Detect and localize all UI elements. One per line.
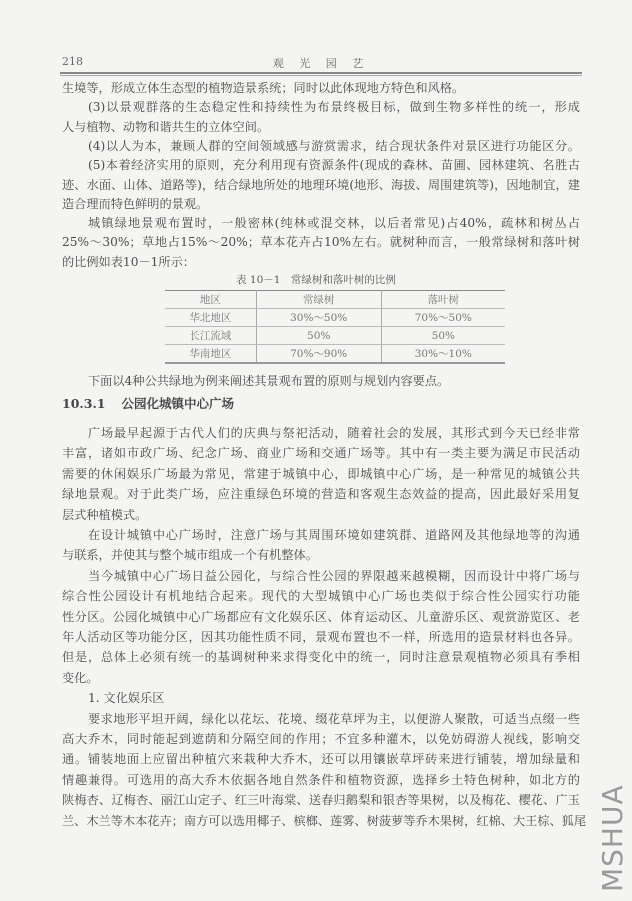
section-heading (62, 396, 250, 412)
column-header: 地区 (165, 291, 256, 309)
text-line: 广场最早起源于古代人们的庆典与祭祀活动，随着社会的发展，其形式到今天已经非常 (88, 426, 580, 440)
text-line: 通。铺装地面上应留出种植穴来栽种大乔木，还可以用镶嵌草坪砖来进行铺装，增加绿量和 (62, 752, 580, 766)
table-cell: 70%～50% (381, 309, 505, 327)
table-cell: 70%～90% (256, 345, 381, 364)
text-line: 性分区。公园化城镇中心广场都应有文化娱乐区、体育运动区、儿童游乐区、观赏游览区、老 (62, 610, 580, 624)
text-line: 下面以4种公共绿地为例来阐述其景观布置的原则与规划内容要点。 (88, 374, 450, 388)
table-cell: 30%～10% (381, 345, 505, 364)
column-header: 落叶树 (381, 291, 505, 309)
table-cell: 长江流域 (165, 327, 256, 345)
text-line: 变化。 (62, 671, 99, 685)
text-line: 人与植物、动物和谐共生的立体空间。 (62, 120, 270, 134)
text-line: 25%～30%；草地占15%～20%；草本花卉占10%左右。就树种而言，一般常绿树和落叶树 (62, 235, 580, 249)
page-number: 218 (62, 55, 83, 68)
table-row (165, 309, 505, 327)
text-line: 1. 文化娱乐区 (88, 691, 165, 705)
table-cell: 50% (256, 327, 381, 345)
text-line: 当今城镇中心广场日益公园化，与综合性公园的界限越来越模糊，因而设计中将广场与 (88, 569, 580, 583)
text-line: 生境等，形成立体生态型的植物造景系统；同时以此体现地方特色和风格。 (62, 81, 465, 95)
running-title: 观 光 园 艺 (272, 57, 370, 70)
text-line: (3)以景观群落的生态稳定性和持续性为布景终极目标，做到生物多样性的统一，形成 (88, 100, 580, 114)
text-line: 综合性公园设计有机地结合起来。现代的大型城镇中心广场也类似于综合性公园实行功能 (62, 589, 580, 603)
section-number: 10.3.1 (62, 396, 106, 411)
table-cell: 华南地区 (165, 345, 256, 364)
text-line: 迹、水面、山体、道路等)，结合绿地所处的地理环境(地形、海拔、周围建筑等)，因地制宜，建 (62, 178, 580, 192)
text-line: 高大乔木，同时能起到遮荫和分隔空间的作用；不宜多种灌木，以免妨碍游人视线，影响交 (62, 732, 580, 746)
text-line: 造合理而特色鲜明的景观。 (62, 197, 209, 211)
text-line: 但是，总体上必须有统一的基调树种来求得变化中的统一，同时注意景观植物必须具有季相 (62, 650, 580, 664)
ratio-table (165, 290, 505, 364)
watermark: MSHUA (596, 784, 629, 892)
page-header (62, 55, 580, 71)
text-line: 在设计城镇中心广场时，注意广场与其周围环境如建筑群、道路网及其他绿地等的沟通 (88, 528, 580, 542)
table-header-row (165, 291, 505, 309)
text-line: (4)以人为本，兼顾人群的空间领域感与游赏需求，结合现状条件对景区进行功能区分。 (88, 139, 580, 153)
text-line: 情趣兼得。可选用的高大乔木依据各地自然条件和植物资源，选择乡土特色树种，如北方的 (62, 773, 580, 787)
text-line: 年人活动区等功能分区，因其功能性质不同，景观布置也不一样，所选用的造景材料也各异。 (62, 630, 580, 644)
table-cell: 华北地区 (165, 309, 256, 327)
text-line: 与联系，并使其与整个城市组成一个有机整体。 (62, 548, 318, 562)
text-line: 要求地形平坦开阔，绿化以花坛、花境、缀花草坪为主，以便游人聚散，可适当点缀一些 (88, 712, 580, 726)
text-line: 陕梅杏、辽梅杏、丽江山定子、红三叶海棠、送春归鹅梨和银杏等果树，以及梅花、樱花、广玉 (62, 793, 580, 807)
text-line: (5)本着经济实用的原则，充分利用现有资源条件(现成的森林、苗圃、园林建筑、名胜古 (88, 158, 580, 172)
text-line: 城镇绿地景观布置时，一般密林(纯林或混交林，以后者常见)占40%，疏林和树丛占 (88, 216, 580, 230)
table-row (165, 327, 505, 345)
text-line: 兰、木兰等木本花卉；南方可以选用椰子、槟榔、莲雾、树菠萝等乔木果树，红棉、大王棕、狐尾 (62, 814, 587, 828)
text-line: 需要的休闲娱乐广场最为常见，常建于城镇中心，即城镇中心广场，是一种常见的城镇公共 (62, 467, 580, 481)
text-line: 绿地景观。对于此类广场，应注重绿色环境的营造和客观生态效益的提高，因此最好采用复 (62, 487, 580, 501)
text-line: 层式种植模式。 (62, 508, 148, 522)
column-header: 常绿树 (256, 291, 381, 309)
text-line: 的比例如表10－1所示： (62, 255, 195, 269)
header-rule (60, 72, 582, 76)
table-cell: 50% (381, 327, 505, 345)
section-title: 公园化城镇中心广场 (121, 396, 235, 411)
table-cell: 30%～50% (256, 309, 381, 327)
text-line: 丰富，诸如市政广场、纪念广场、商业广场和交通广场等。其中有一类主要为满足市民活动 (62, 446, 580, 460)
table-row (165, 345, 505, 364)
table-title: 表 10－1 常绿树和落叶树的比例 (236, 274, 396, 286)
